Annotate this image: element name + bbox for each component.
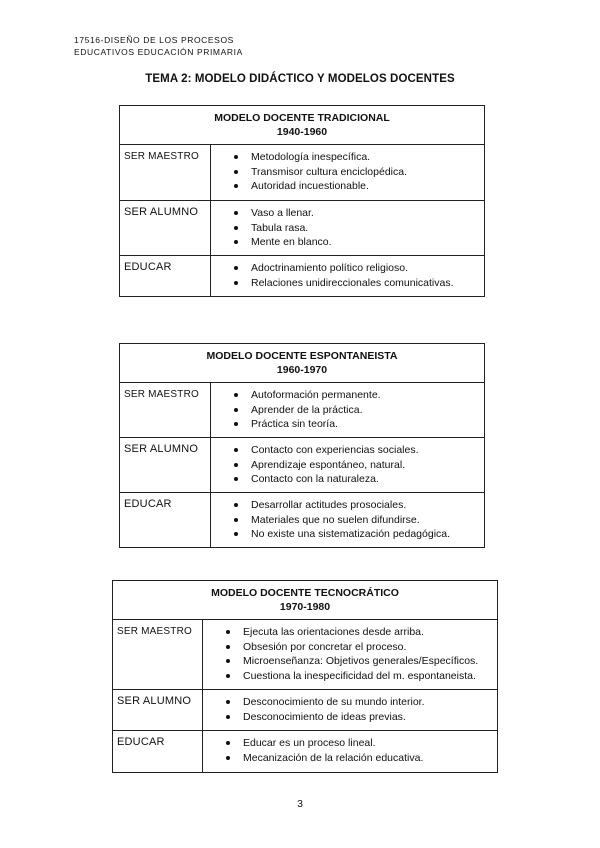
list-item: Desconocimiento de ideas previas. — [203, 710, 497, 725]
table-period: 1970-1980 — [279, 601, 331, 613]
row-label: SER ALUMNO — [113, 690, 203, 731]
row-items — [203, 620, 498, 690]
row-items — [211, 201, 485, 256]
table-row — [113, 620, 498, 690]
row-items — [203, 690, 498, 731]
list-item: No existe una sistematización pedagógica. — [211, 527, 484, 542]
table-title: MODELO DOCENTE TRADICIONAL — [214, 112, 390, 124]
row-label: EDUCAR — [120, 493, 211, 548]
list-item: Mecanización de la relación educativa. — [203, 751, 497, 766]
list-item: Aprendizaje espontáneo, natural. — [211, 458, 484, 473]
row-label: SER MAESTRO — [113, 620, 203, 690]
list-item: Mente en blanco. — [211, 235, 484, 250]
document-header — [74, 34, 243, 58]
table-row — [113, 690, 498, 731]
list-item: Tabula rasa. — [211, 221, 484, 236]
row-label: SER MAESTRO — [120, 145, 211, 201]
list-item: Adoctrinamiento político religioso. — [211, 261, 484, 276]
list-item: Obsesión por concretar el proceso. — [203, 640, 497, 655]
list-item: Contacto con la naturaleza. — [211, 472, 484, 487]
list-item: Metodología inespecífica. — [211, 150, 484, 165]
row-label: SER ALUMNO — [120, 201, 211, 256]
list-item: Aprender de la práctica. — [211, 403, 484, 418]
row-items — [211, 145, 485, 201]
list-item: Contacto con experiencias sociales. — [211, 443, 484, 458]
list-item: Autoridad incuestionable. — [211, 179, 484, 194]
table-header — [113, 581, 498, 620]
table-header — [120, 344, 485, 383]
row-label: EDUCAR — [120, 256, 211, 297]
table-period: 1940-1960 — [276, 126, 328, 138]
list-item: Materiales que no suelen difundirse. — [211, 513, 484, 528]
row-label: SER ALUMNO — [120, 438, 211, 493]
table-title: MODELO DOCENTE ESPONTANEISTA — [206, 350, 398, 362]
table-row — [120, 145, 485, 201]
row-label: EDUCAR — [113, 731, 203, 773]
row-label: SER MAESTRO — [120, 383, 211, 438]
list-item: Ejecuta las orientaciones desde arriba. — [203, 625, 497, 640]
list-item: Práctica sin teoría. — [211, 417, 484, 432]
row-items — [211, 438, 485, 493]
page-number: 3 — [297, 798, 303, 810]
table-row — [120, 256, 485, 297]
list-item: Microenseñanza: Objetivos generales/Específicos. — [203, 654, 497, 669]
header-line-2: EDUCATIVOS EDUCACIÓN PRIMARIA — [74, 47, 243, 57]
list-item: Educar es un proceso lineal. — [203, 736, 497, 751]
list-item: Relaciones unidireccionales comunicativas. — [211, 276, 484, 291]
table-modelo-tradicional — [119, 105, 485, 297]
table-modelo-espontaneista — [119, 343, 485, 548]
list-item: Desconocimiento de su mundo interior. — [203, 695, 497, 710]
row-items — [203, 731, 498, 773]
table-header — [120, 106, 485, 145]
table-modelo-tecnocratico — [112, 580, 498, 773]
table-row — [113, 731, 498, 773]
list-item: Autoformación permanente. — [211, 388, 484, 403]
list-item: Cuestiona la inespecificidad del m. espontaneista. — [203, 669, 497, 684]
header-line-1: 17516-DISEÑO DE LOS PROCESOS — [74, 35, 234, 45]
table-title: MODELO DOCENTE TECNOCRÁTICO — [211, 587, 399, 599]
row-items — [211, 256, 485, 297]
table-row — [120, 383, 485, 438]
list-item: Vaso a llenar. — [211, 206, 484, 221]
page-title: TEMA 2: MODELO DIDÁCTICO Y MODELOS DOCENTES — [145, 73, 455, 85]
list-item: Transmisor cultura enciclopédica. — [211, 165, 484, 180]
list-item: Desarrollar actitudes prosociales. — [211, 498, 484, 513]
table-period: 1960-1970 — [276, 364, 328, 376]
row-items — [211, 383, 485, 438]
row-items — [211, 493, 485, 548]
table-row — [120, 201, 485, 256]
table-row — [120, 438, 485, 493]
table-row — [120, 493, 485, 548]
